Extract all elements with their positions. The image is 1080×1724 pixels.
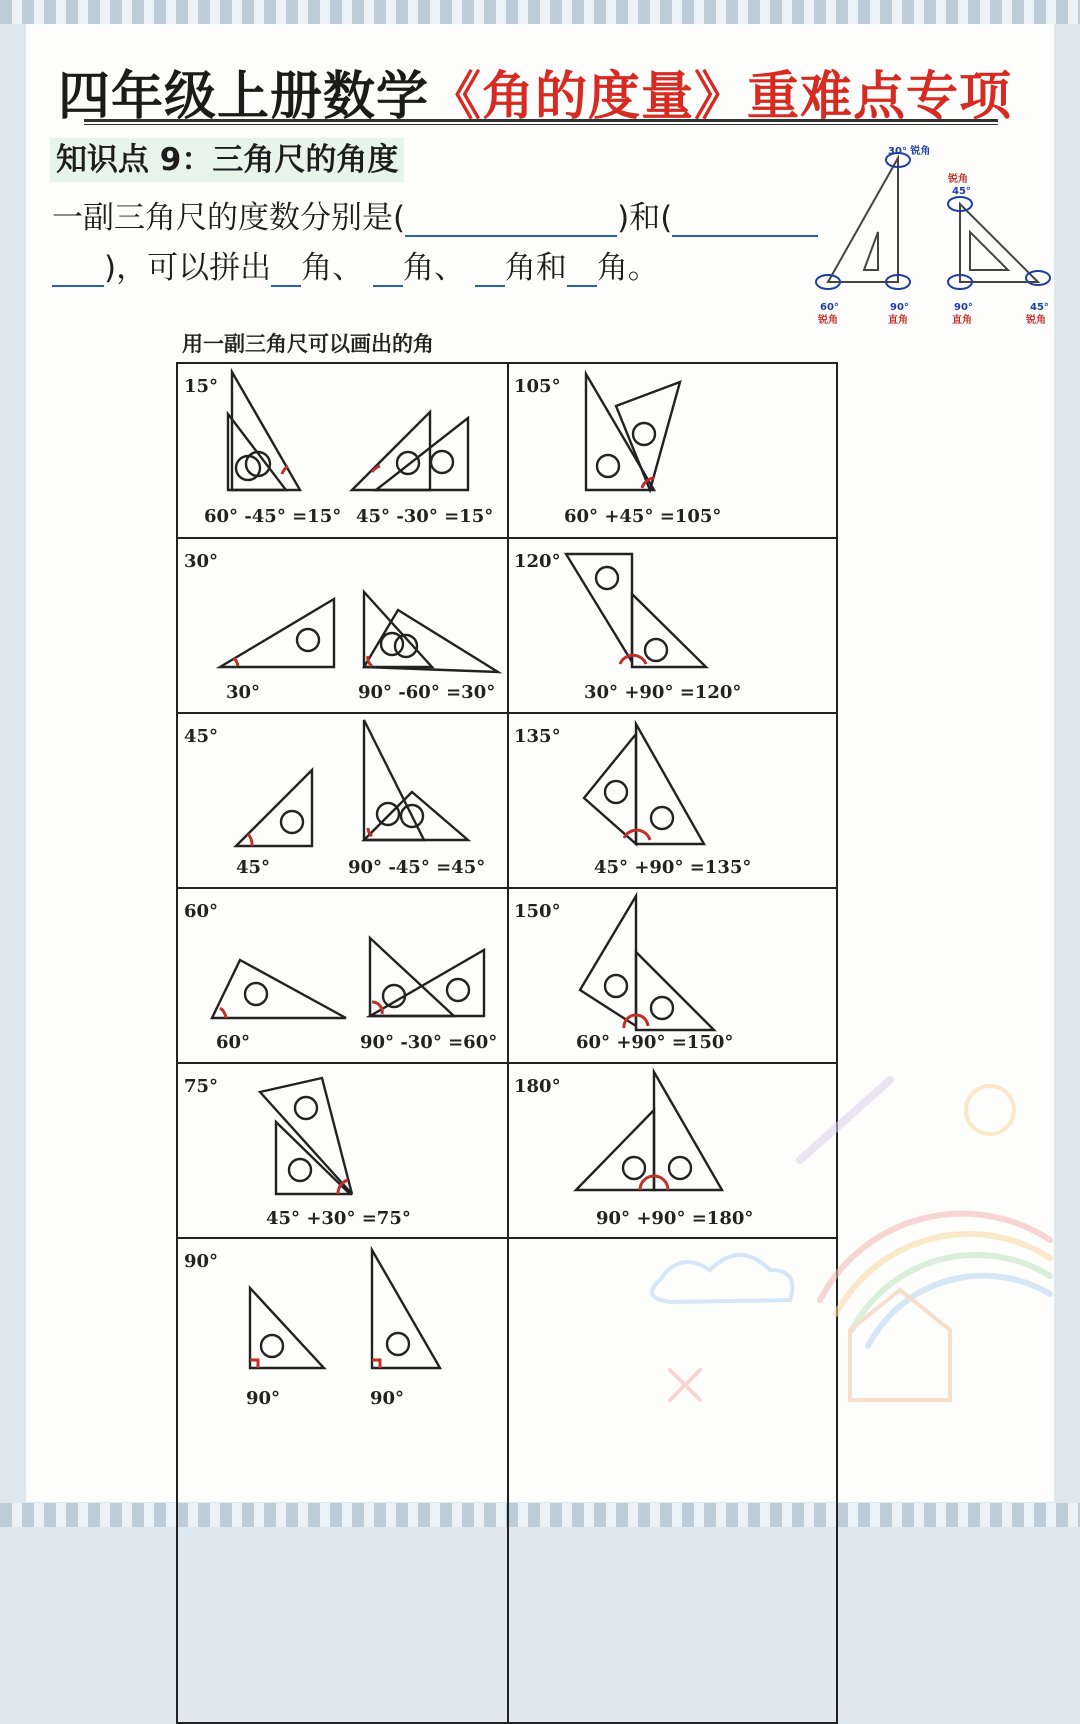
ruler-bottom-name-3: 直角	[952, 315, 972, 326]
brush-icon	[800, 1080, 890, 1160]
cloud-icon	[652, 1255, 793, 1302]
drawing-30-b	[364, 592, 498, 672]
drawing-60-b	[370, 938, 484, 1016]
angle-mark-60-a	[220, 1008, 226, 1018]
question-line-2: )，可以拼出 角、 角、 角和 角。	[52, 242, 659, 287]
set-squares-illustration	[808, 140, 1058, 330]
knowledge-point-heading: 知识点 9：三角尺的角度	[50, 138, 404, 182]
set-square-30-60	[828, 158, 898, 282]
answer-blank-4[interactable]	[373, 255, 403, 287]
ruler-label-45-top: 45°	[952, 186, 971, 197]
drawing-105	[586, 374, 680, 490]
answer-blank-6[interactable]	[567, 255, 597, 287]
angle-mark-45-a	[248, 834, 252, 846]
cross-doodle-icon	[670, 1370, 700, 1400]
eq-120: 30° +90° =120°	[584, 682, 742, 703]
rainbow-arc-4	[868, 1276, 1050, 1346]
eq-60-b: 90° -30° =60°	[360, 1032, 498, 1053]
answer-blank-2a[interactable]	[672, 205, 818, 237]
eq-150: 60° +90° =150°	[576, 1032, 734, 1053]
eq-45-b: 90° -45° =45°	[348, 857, 486, 878]
eq-45-a: 45°	[236, 857, 271, 878]
page-title	[58, 54, 1013, 129]
eq-90-b: 90°	[370, 1388, 405, 1409]
eq-30-b: 90° -60° =30°	[358, 682, 496, 703]
cell-label-180: 180°	[514, 1076, 561, 1097]
title-underline	[84, 119, 998, 122]
drawing-150	[580, 896, 714, 1030]
ruler-label-30: 30° 锐角	[888, 146, 931, 157]
cell-label-45: 45°	[184, 726, 219, 747]
ruler-bottom-deg-2: 90°	[890, 302, 909, 313]
ruler-bottom-name-2: 直角	[888, 315, 908, 326]
ruler-bottom-deg-4: 45°	[1030, 302, 1049, 313]
question-line-1: 一副三角尺的度数分别是( )和(	[52, 192, 818, 237]
ruler-bottom-name-4: 锐角	[1026, 315, 1046, 326]
cell-label-105: 105°	[514, 376, 561, 397]
drawing-90-a	[250, 1288, 324, 1368]
drawing-75	[260, 1078, 352, 1194]
cell-label-30: 30°	[184, 551, 219, 572]
answer-blank-1[interactable]	[405, 205, 617, 237]
eq-105: 60° +45° =105°	[564, 506, 722, 527]
eq-30-a: 30°	[226, 682, 261, 703]
decorative-doodles	[600, 1040, 1050, 1480]
title-underline-thin	[84, 124, 998, 125]
cell-label-75: 75°	[184, 1076, 219, 1097]
drawing-15-b	[352, 412, 468, 490]
ruler-bottom-deg-3: 90°	[954, 302, 973, 313]
title-topic: 《角的度量》重难点专项	[429, 67, 1013, 127]
drawing-60-a	[212, 960, 346, 1018]
cell-label-60: 60°	[184, 901, 219, 922]
drawing-30-a	[220, 599, 334, 667]
cell-label-150: 150°	[514, 901, 561, 922]
ruler-bottom-deg-1: 60°	[820, 302, 839, 313]
answer-blank-3[interactable]	[271, 255, 301, 287]
eq-90-a: 90°	[246, 1388, 281, 1409]
angle-mark-30-a	[234, 658, 238, 666]
cell-label-135: 135°	[514, 726, 561, 747]
ruler-label-acute: 锐角	[948, 174, 968, 185]
eq-75: 45° +30° =75°	[266, 1208, 411, 1229]
drawing-15-a	[228, 372, 300, 490]
title-grade: 四年级上册数学	[58, 67, 430, 127]
cell-label-15: 15°	[184, 376, 219, 397]
drawing-90-b	[372, 1250, 440, 1368]
figure-caption: 用一副三角尺可以画出的角	[182, 332, 434, 356]
eq-60-a: 60°	[216, 1032, 251, 1053]
answer-blank-2b[interactable]	[52, 255, 104, 287]
cell-label-120: 120°	[514, 551, 561, 572]
eq-15-b: 45° -30° =15°	[356, 506, 494, 527]
rainbow-arc-3	[852, 1255, 1050, 1330]
top-dashed-border	[0, 0, 1080, 24]
eq-135: 45° +90° =135°	[594, 857, 752, 878]
answer-blank-5[interactable]	[475, 255, 505, 287]
drawing-135	[584, 724, 704, 844]
cell-label-90: 90°	[184, 1251, 219, 1272]
sun-icon	[966, 1086, 1014, 1134]
drawing-45-b	[364, 720, 468, 840]
drawing-120	[566, 554, 706, 667]
angle-mark-15-b	[372, 466, 380, 472]
eq-180: 90° +90° =180°	[596, 1208, 754, 1229]
eq-15-a: 60° -45° =15°	[204, 506, 342, 527]
ruler-bottom-name-1: 锐角	[818, 315, 838, 326]
